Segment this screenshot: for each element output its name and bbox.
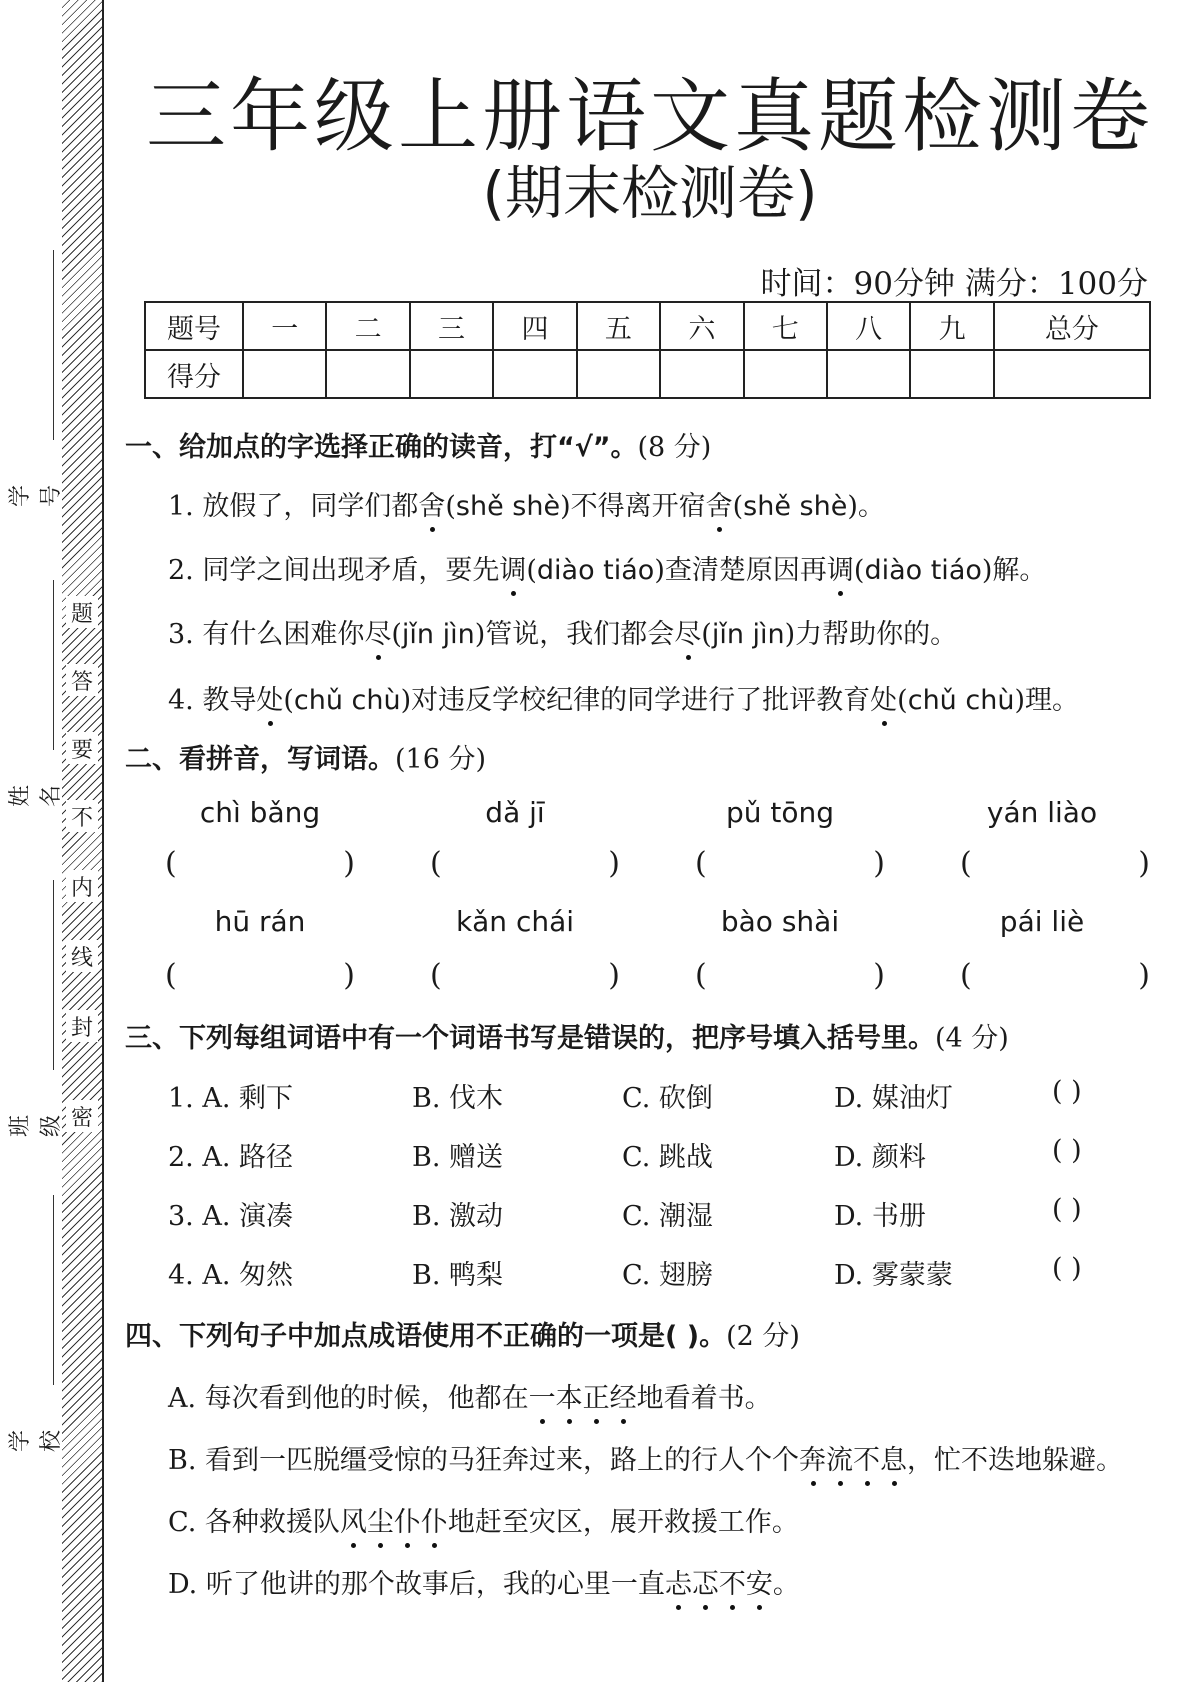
dotted-char: 安 <box>746 1562 773 1601</box>
binding-margin-line <box>102 0 104 1682</box>
pinyin-row-2 <box>120 905 1160 941</box>
q-text: B. 看到一匹脱缰受惊的马狂奔过来，路上的行人个个 <box>168 1445 800 1476</box>
section-heading-text: 三、下列每组词语中有一个词语书写是错误的，把序号填入括号里。 <box>125 1023 935 1054</box>
seal-char: 要 <box>66 732 98 764</box>
score-table-cell: 九 <box>910 302 993 350</box>
dotted-char: 经 <box>610 1376 637 1415</box>
option-c: C. 砍倒 <box>622 1083 713 1114</box>
pinyin-choice[interactable]: diào tiáo <box>536 555 655 586</box>
score-input-cell[interactable] <box>410 350 493 398</box>
pinyin-prompt: dǎ jī <box>485 796 545 829</box>
page-subtitle: (期末检测卷) <box>482 159 818 227</box>
section-heading-text: 二、看拼音，写词语。 <box>125 744 395 775</box>
q-text: )管说，我们都会 <box>474 619 675 650</box>
score-table-cell: 七 <box>744 302 827 350</box>
score-table-cell: 三 <box>410 302 493 350</box>
dotted-char: 处 <box>870 678 897 717</box>
score-input-cell[interactable] <box>326 350 409 398</box>
answer-blank[interactable]: ( ) <box>1052 1194 1082 1225</box>
seal-char: 封 <box>66 1010 98 1042</box>
q-text: C. 各种救援队 <box>168 1507 340 1538</box>
dotted-char: 仆 <box>394 1500 421 1539</box>
q-num: 3. <box>168 619 203 650</box>
score-table-cell: 五 <box>577 302 660 350</box>
pinyin-prompt: pái liè <box>999 905 1085 938</box>
option-c: C. 潮湿 <box>622 1201 713 1232</box>
seal-char: 密 <box>66 1100 98 1132</box>
idiom-option-d[interactable] <box>168 1562 800 1601</box>
section-points: (8 分) <box>637 432 712 463</box>
q-text: ( <box>526 555 537 586</box>
section-points: (2 分) <box>726 1321 800 1352</box>
q-text: ( <box>701 619 712 650</box>
dotted-char: 正 <box>583 1376 610 1415</box>
q-text: )解。 <box>981 555 1047 586</box>
q-text: )查清楚原因再 <box>654 555 827 586</box>
pinyin-prompt: yán liào <box>986 796 1098 829</box>
score-table-score-row <box>145 350 1150 398</box>
score-input-cell[interactable] <box>660 350 743 398</box>
section-points: (4 分) <box>935 1023 1009 1054</box>
dotted-char: 风 <box>340 1500 367 1539</box>
word-group-row <box>168 1253 1148 1289</box>
q-text: ( <box>897 685 908 716</box>
pinyin-prompt: pǔ tōng <box>725 796 835 829</box>
question-3 <box>168 612 957 651</box>
dotted-char: 不 <box>719 1562 746 1601</box>
school-label: 学校 <box>8 1430 64 1453</box>
q-text: ( <box>732 491 744 522</box>
option-b: B. 伐木 <box>412 1083 504 1114</box>
section-3-heading <box>125 1016 1009 1055</box>
q-text: 有什么困难你 <box>202 619 365 650</box>
score-input-cell[interactable] <box>744 350 827 398</box>
answer-row-2: ( ) ( ) ( ) ( ) <box>165 958 1150 993</box>
word-group-row <box>168 1076 1148 1112</box>
dotted-char: 不 <box>853 1438 880 1477</box>
pinyin-row-1 <box>120 796 1160 832</box>
dotted-char: 舍 <box>418 484 445 523</box>
score-table-cell: 四 <box>493 302 576 350</box>
q-text: ( <box>391 619 402 650</box>
option-d: D. 媒油灯 <box>834 1083 953 1114</box>
score-table-cell: 六 <box>660 302 743 350</box>
question-1 <box>168 484 885 523</box>
option-d: D. 书册 <box>834 1201 926 1232</box>
q-text: )力帮助你的。 <box>784 619 958 650</box>
section-1-heading <box>125 425 711 464</box>
pinyin-choice[interactable]: shě shè <box>455 491 561 522</box>
question-4 <box>168 678 1079 717</box>
section-heading-text: 一、给加点的字选择正确的读音，打“√”。 <box>125 432 638 463</box>
seal-char: 答 <box>66 664 98 696</box>
q-text: 教导 <box>202 685 257 716</box>
binding-margin-strip <box>62 0 102 1682</box>
word-group-row <box>168 1135 1148 1171</box>
pinyin-prompt: bào shài <box>720 905 840 938</box>
dotted-char: 本 <box>556 1376 583 1415</box>
dotted-char: 尘 <box>367 1500 394 1539</box>
pinyin-prompt: hū rán <box>214 905 306 938</box>
q-text: )对违反学校纪律的同学进行了批评教育 <box>400 685 871 716</box>
option-c: C. 翅膀 <box>622 1260 713 1291</box>
pinyin-prompt: kǎn chái <box>455 905 575 938</box>
score-table-cell: 八 <box>827 302 910 350</box>
q-text: A. 每次看到他的时候，他都在 <box>168 1383 529 1414</box>
option-a: 2. A. 路径 <box>168 1142 294 1173</box>
dotted-char: 舍 <box>706 484 733 523</box>
q-num: 1. <box>168 491 203 522</box>
pinyin-choice[interactable]: jǐn jìn <box>401 619 475 650</box>
dotted-char: 奔 <box>799 1438 826 1477</box>
dotted-char: 忐 <box>665 1562 692 1601</box>
q-text: )不得离开宿 <box>560 491 706 522</box>
dotted-char: 调 <box>499 548 526 587</box>
q-num: 4. <box>168 685 203 716</box>
dotted-char: 仆 <box>421 1500 448 1539</box>
seal-char: 内 <box>66 870 98 902</box>
q-num: 2. <box>168 555 203 586</box>
page-title: 三年级上册语文真题检测卷 <box>146 70 1154 163</box>
q-text: )理。 <box>1014 685 1079 716</box>
idiom-option-a[interactable] <box>168 1376 772 1415</box>
dotted-char: 尽 <box>674 612 701 651</box>
score-table-header-row <box>145 302 1150 350</box>
score-input-cell[interactable] <box>243 350 326 398</box>
score-table <box>144 301 1151 399</box>
dotted-char: 尽 <box>364 612 391 651</box>
option-d: D. 雾蒙蒙 <box>834 1260 953 1291</box>
name-label: 姓名 <box>8 785 64 808</box>
pinyin-choice[interactable]: diào tiáo <box>864 555 982 586</box>
answer-blank[interactable]: ( ) <box>1052 1253 1082 1284</box>
idiom-option-c[interactable] <box>168 1500 799 1539</box>
score-input-cell[interactable] <box>910 350 993 398</box>
section-heading-text: 四、下列句子中加点成语使用不正确的一项是( )。 <box>125 1321 727 1352</box>
q-text: ( <box>283 685 294 716</box>
section-points: (16 分) <box>395 744 487 775</box>
class-label: 班级 <box>8 1115 64 1138</box>
q-text: ，忙不迭地躲避。 <box>907 1445 1124 1476</box>
option-d: D. 颜料 <box>834 1142 926 1173</box>
q-text: 地赶至灾区，展开救援工作。 <box>447 1507 799 1538</box>
answer-row-1: ( ) ( ) ( ) ( ) <box>165 846 1150 881</box>
option-a: 4. A. 匆然 <box>168 1260 294 1291</box>
time-info: 时间：90分钟 满分：100分 <box>760 266 1148 302</box>
q-text: )。 <box>847 491 885 522</box>
option-a: 3. A. 演凑 <box>168 1201 294 1232</box>
score-table-cell: 总分 <box>994 302 1150 350</box>
pinyin-choice[interactable]: chǔ chù <box>907 685 1015 716</box>
dotted-char: 流 <box>826 1438 853 1477</box>
answer-blank[interactable]: ( ) <box>1052 1135 1082 1166</box>
q-text: ( <box>445 491 456 522</box>
dotted-char: 忑 <box>692 1562 719 1601</box>
answer-blank[interactable]: ( ) <box>1052 1076 1082 1107</box>
score-table-cell: 题号 <box>145 302 243 350</box>
q-text: D. 听了他讲的那个故事后，我的心里一直 <box>168 1569 665 1600</box>
score-input-cell[interactable] <box>577 350 660 398</box>
option-b: B. 鸭梨 <box>412 1260 504 1291</box>
seal-char: 不 <box>66 800 98 832</box>
pinyin-prompt: chì bǎng <box>199 796 321 829</box>
option-c: C. 跳战 <box>622 1142 713 1173</box>
idiom-option-b[interactable] <box>168 1438 1123 1477</box>
dotted-char: 处 <box>256 678 283 717</box>
q-text: 地看着书。 <box>636 1383 772 1414</box>
dotted-char: 一 <box>529 1376 556 1415</box>
student-id-label: 学号 <box>8 485 64 508</box>
seal-char: 题 <box>66 596 98 628</box>
section-2-heading <box>125 737 486 776</box>
option-b: B. 激动 <box>412 1201 504 1232</box>
seal-char: 线 <box>66 940 98 972</box>
q-text: 。 <box>772 1569 800 1600</box>
q-text: 同学之间出现矛盾，要先 <box>202 555 500 586</box>
pinyin-choice[interactable]: shě shè <box>743 491 848 522</box>
option-a: 1. A. 剩下 <box>168 1083 294 1114</box>
score-table-cell: 一 <box>243 302 326 350</box>
score-input-cell[interactable] <box>827 350 910 398</box>
q-text: 放假了，同学们都 <box>202 491 419 522</box>
score-table-cell: 二 <box>326 302 409 350</box>
dotted-char: 息 <box>880 1438 907 1477</box>
word-group-row <box>168 1194 1148 1230</box>
option-b: B. 赠送 <box>412 1142 504 1173</box>
score-input-cell[interactable] <box>493 350 576 398</box>
pinyin-choice[interactable]: chǔ chù <box>293 685 401 716</box>
section-4-heading <box>125 1314 800 1353</box>
pinyin-choice[interactable]: jǐn jìn <box>711 619 785 650</box>
score-table-cell: 得分 <box>145 350 243 398</box>
score-input-cell[interactable] <box>994 350 1150 398</box>
question-2 <box>168 548 1046 587</box>
dotted-char: 调 <box>827 548 854 587</box>
q-text: ( <box>853 555 865 586</box>
